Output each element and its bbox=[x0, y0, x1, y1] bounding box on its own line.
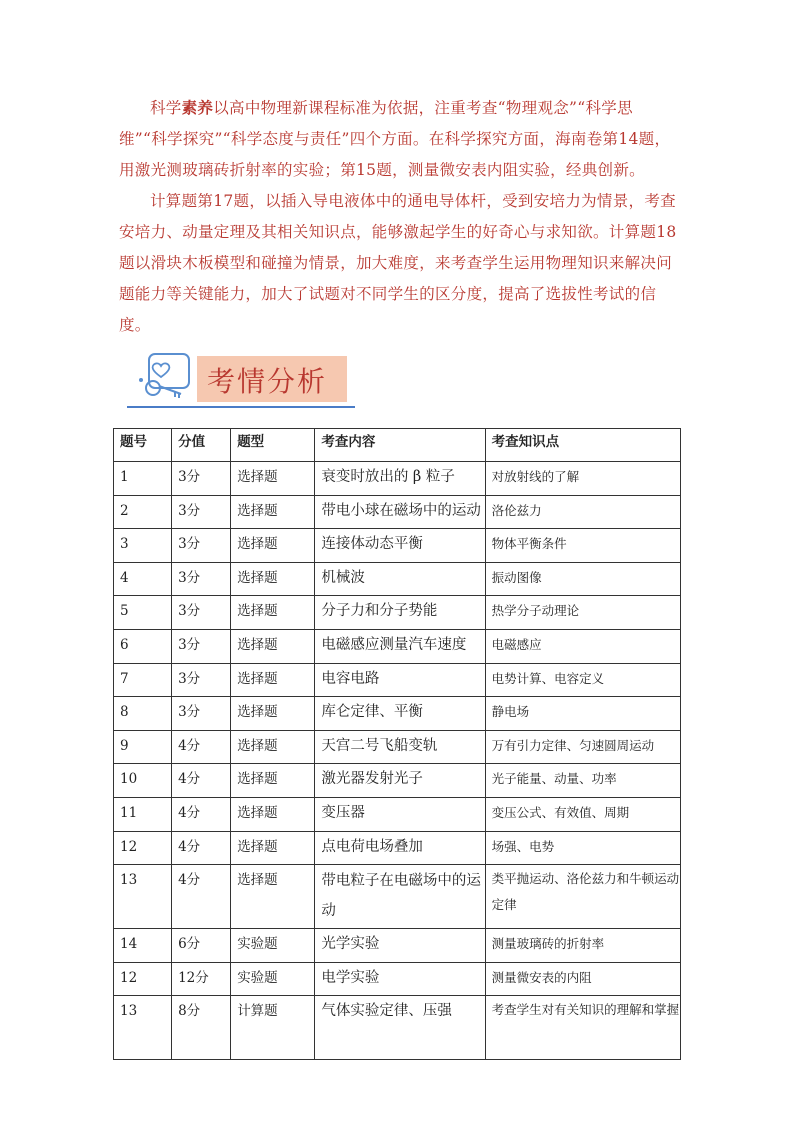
table-row bbox=[114, 629, 681, 663]
cell-knowledge: 电磁感应 bbox=[485, 629, 680, 663]
cell-number: 1 bbox=[114, 462, 172, 496]
exam-analysis-table bbox=[113, 428, 681, 1060]
intro-paragraph-1 bbox=[119, 92, 677, 186]
cell-content: 衰变时放出的 β 粒子 bbox=[315, 462, 485, 496]
cell-content: 点电荷电场叠加 bbox=[315, 831, 485, 865]
cell-number: 9 bbox=[114, 730, 172, 764]
table-row bbox=[114, 730, 681, 764]
cell-number: 11 bbox=[114, 797, 172, 831]
cell-score: 3分 bbox=[172, 529, 231, 563]
cell-score: 4分 bbox=[172, 764, 231, 798]
cell-knowledge: 考查学生对有关知识的理解和掌握 bbox=[485, 996, 680, 1060]
table-row bbox=[114, 529, 681, 563]
section-banner bbox=[127, 348, 355, 410]
cell-type: 选择题 bbox=[231, 629, 315, 663]
cell-score: 4分 bbox=[172, 730, 231, 764]
table-row bbox=[114, 996, 681, 1060]
cell-score: 3分 bbox=[172, 596, 231, 630]
cell-knowledge: 变压公式、有效值、周期 bbox=[485, 797, 680, 831]
header-score: 分值 bbox=[172, 429, 231, 462]
cell-number: 12 bbox=[114, 962, 172, 996]
cell-knowledge: 物体平衡条件 bbox=[485, 529, 680, 563]
header-content: 考查内容 bbox=[315, 429, 485, 462]
cell-number: 12 bbox=[114, 831, 172, 865]
heart-key-icon bbox=[135, 350, 197, 400]
cell-score: 3分 bbox=[172, 562, 231, 596]
cell-type: 实验题 bbox=[231, 962, 315, 996]
section-rule bbox=[127, 406, 355, 408]
intro-paragraph-2 bbox=[119, 186, 677, 341]
cell-score: 4分 bbox=[172, 865, 231, 929]
cell-content: 变压器 bbox=[315, 797, 485, 831]
cell-type: 选择题 bbox=[231, 462, 315, 496]
cell-content: 天宫二号飞船变轨 bbox=[315, 730, 485, 764]
cell-type: 选择题 bbox=[231, 730, 315, 764]
cell-number: 10 bbox=[114, 764, 172, 798]
cell-knowledge: 万有引力定律、匀速圆周运动 bbox=[485, 730, 680, 764]
intro-text: 科学 bbox=[150, 99, 182, 117]
cell-type: 选择题 bbox=[231, 764, 315, 798]
cell-content: 电容电路 bbox=[315, 663, 485, 697]
table-row bbox=[114, 764, 681, 798]
cell-number: 8 bbox=[114, 697, 172, 731]
cell-type: 选择题 bbox=[231, 831, 315, 865]
section-banner-box bbox=[197, 356, 347, 402]
intro-text-2: 计算题第17题，以插入导电液体中的通电导体杆，受到安培力为情景，考查安培力、动量定理及其相关知识点，能够激起学生的好奇心与求知欲。计算题18题以滑块木板模型和碰撞为情景，加大难度，来考查学生运用物理知识来解决问题能力等关键能力，加大了试题对不同学生的区分度，提高了选拔性考试的信度。 bbox=[119, 192, 677, 334]
cell-content: 电学实验 bbox=[315, 962, 485, 996]
cell-number: 6 bbox=[114, 629, 172, 663]
cell-knowledge: 测量玻璃砖的折射率 bbox=[485, 929, 680, 963]
cell-knowledge: 场强、电势 bbox=[485, 831, 680, 865]
cell-type: 实验题 bbox=[231, 929, 315, 963]
cell-type: 选择题 bbox=[231, 865, 315, 929]
cell-score: 4分 bbox=[172, 797, 231, 831]
cell-content: 电磁感应测量汽车速度 bbox=[315, 629, 485, 663]
table-row bbox=[114, 831, 681, 865]
cell-score: 8分 bbox=[172, 996, 231, 1060]
cell-type: 选择题 bbox=[231, 495, 315, 529]
cell-content: 光学实验 bbox=[315, 929, 485, 963]
table-row bbox=[114, 962, 681, 996]
table-row bbox=[114, 797, 681, 831]
intro-emphasis: 素养 bbox=[181, 98, 214, 117]
cell-type: 选择题 bbox=[231, 697, 315, 731]
cell-knowledge: 电势计算、电容定义 bbox=[485, 663, 680, 697]
cell-knowledge: 对放射线的了解 bbox=[485, 462, 680, 496]
cell-knowledge: 光子能量、动量、功率 bbox=[485, 764, 680, 798]
cell-content: 分子力和分子势能 bbox=[315, 596, 485, 630]
cell-knowledge: 测量微安表的内阻 bbox=[485, 962, 680, 996]
cell-content: 机械波 bbox=[315, 562, 485, 596]
table-row bbox=[114, 562, 681, 596]
cell-content: 带电粒子在电磁场中的运动 bbox=[315, 865, 485, 929]
cell-score: 3分 bbox=[172, 697, 231, 731]
cell-number: 13 bbox=[114, 996, 172, 1060]
cell-content: 库仑定律、平衡 bbox=[315, 697, 485, 731]
table-row bbox=[114, 462, 681, 496]
table-row bbox=[114, 663, 681, 697]
cell-number: 5 bbox=[114, 596, 172, 630]
section-title: 考情分析 bbox=[207, 365, 328, 398]
table-row bbox=[114, 596, 681, 630]
cell-knowledge: 类平抛运动、洛伦兹力和牛顿运动定律 bbox=[485, 865, 680, 929]
cell-type: 选择题 bbox=[231, 797, 315, 831]
cell-type: 选择题 bbox=[231, 529, 315, 563]
cell-score: 3分 bbox=[172, 663, 231, 697]
cell-knowledge: 洛伦兹力 bbox=[485, 495, 680, 529]
table-row bbox=[114, 495, 681, 529]
cell-number: 3 bbox=[114, 529, 172, 563]
header-type: 题型 bbox=[231, 429, 315, 462]
cell-content: 连接体动态平衡 bbox=[315, 529, 485, 563]
table-row bbox=[114, 697, 681, 731]
cell-number: 14 bbox=[114, 929, 172, 963]
intro-text-rest: 以高中物理新课程标准为依据，注重考查“物理观念”“科学思维”“科学探究”“科学态度与责任”四个方面。在科学探究方面，海南卷第14题，用激光测玻璃砖折射率的实验；第15题，测量微安表内阻实验，经典创新。 bbox=[119, 99, 671, 179]
cell-type: 计算题 bbox=[231, 996, 315, 1060]
cell-type: 选择题 bbox=[231, 596, 315, 630]
table-header-row bbox=[114, 429, 681, 462]
cell-score: 12分 bbox=[172, 962, 231, 996]
cell-type: 选择题 bbox=[231, 562, 315, 596]
cell-number: 4 bbox=[114, 562, 172, 596]
cell-score: 4分 bbox=[172, 831, 231, 865]
cell-knowledge: 振动图像 bbox=[485, 562, 680, 596]
cell-number: 2 bbox=[114, 495, 172, 529]
cell-number: 7 bbox=[114, 663, 172, 697]
cell-type: 选择题 bbox=[231, 663, 315, 697]
header-knowledge: 考查知识点 bbox=[485, 429, 680, 462]
cell-content: 激光器发射光子 bbox=[315, 764, 485, 798]
cell-score: 6分 bbox=[172, 929, 231, 963]
header-number: 题号 bbox=[114, 429, 172, 462]
table-row bbox=[114, 865, 681, 929]
table-row bbox=[114, 929, 681, 963]
cell-content: 气体实验定律、压强 bbox=[315, 996, 485, 1060]
cell-score: 3分 bbox=[172, 495, 231, 529]
cell-score: 3分 bbox=[172, 462, 231, 496]
cell-knowledge: 静电场 bbox=[485, 697, 680, 731]
cell-content: 带电小球在磁场中的运动 bbox=[315, 495, 485, 529]
cell-score: 3分 bbox=[172, 629, 231, 663]
cell-knowledge: 热学分子动理论 bbox=[485, 596, 680, 630]
cell-number: 13 bbox=[114, 865, 172, 929]
